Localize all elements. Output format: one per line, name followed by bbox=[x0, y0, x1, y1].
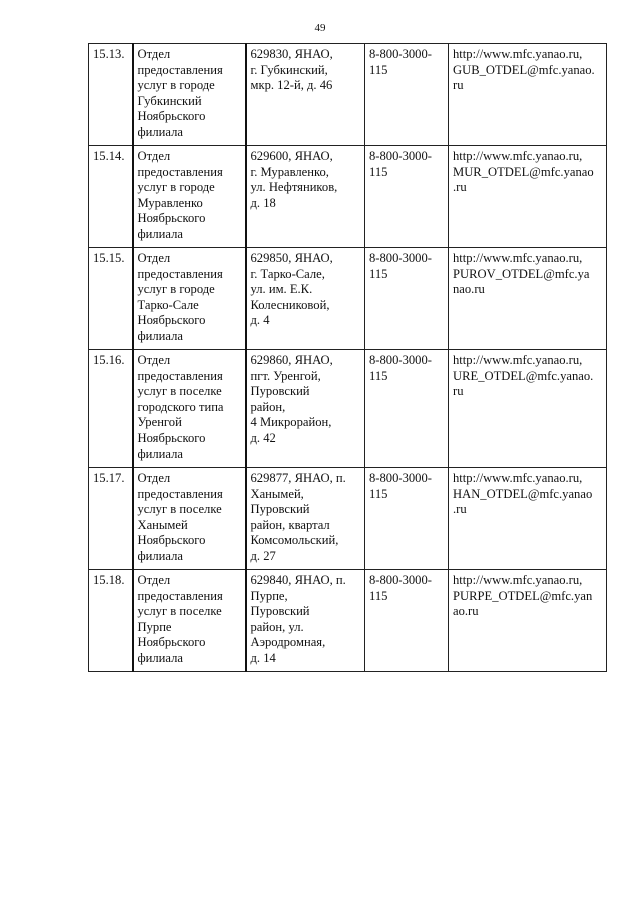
office-address: 629830, ЯНАО, г. Губкинский, мкр. 12-й, д. 46 bbox=[246, 44, 365, 146]
row-number: 15.16. bbox=[89, 350, 133, 468]
office-web-email: http://www.mfc.yanao.ru, URE_OTDEL@mfc.yanao. ru bbox=[449, 350, 607, 468]
row-number: 15.17. bbox=[89, 468, 133, 570]
office-web-email: http://www.mfc.yanao.ru, MUR_OTDEL@mfc.yanao .ru bbox=[449, 146, 607, 248]
table-row bbox=[89, 146, 607, 248]
office-web-email: http://www.mfc.yanao.ru, PUROV_OTDEL@mfc.ya nao.ru bbox=[449, 248, 607, 350]
row-number: 15.14. bbox=[89, 146, 133, 248]
office-name: Отдел предоставления услуг в поселке Ханымей Ноябрьского филиала bbox=[133, 468, 246, 570]
table-row bbox=[89, 570, 607, 672]
table-row bbox=[89, 350, 607, 468]
office-name: Отдел предоставления услуг в городе Губкинский Ноябрьского филиала bbox=[133, 44, 246, 146]
office-name: Отдел предоставления услуг в городе Тарко-Сале Ноябрьского филиала bbox=[133, 248, 246, 350]
office-name: Отдел предоставления услуг в поселке городского типа Уренгой Ноябрьского филиала bbox=[133, 350, 246, 468]
table-row bbox=[89, 44, 607, 146]
office-phone: 8-800-3000- 115 bbox=[365, 146, 449, 248]
office-name: Отдел предоставления услуг в городе Муравленко Ноябрьского филиала bbox=[133, 146, 246, 248]
office-address: 629600, ЯНАО, г. Муравленко, ул. Нефтяников, д. 18 bbox=[246, 146, 365, 248]
office-phone: 8-800-3000- 115 bbox=[365, 350, 449, 468]
office-web-email: http://www.mfc.yanao.ru, GUB_OTDEL@mfc.yanao. ru bbox=[449, 44, 607, 146]
office-web-email: http://www.mfc.yanao.ru, PURPE_OTDEL@mfc.yan ao.ru bbox=[449, 570, 607, 672]
offices-table bbox=[88, 43, 607, 672]
office-address: 629840, ЯНАО, п. Пурпе, Пуровский район, ул. Аэродромная, д. 14 bbox=[246, 570, 365, 672]
table-row bbox=[89, 468, 607, 570]
office-phone: 8-800-3000- 115 bbox=[365, 44, 449, 146]
office-name: Отдел предоставления услуг в поселке Пурпе Ноябрьского филиала bbox=[133, 570, 246, 672]
office-phone: 8-800-3000- 115 bbox=[365, 468, 449, 570]
row-number: 15.15. bbox=[89, 248, 133, 350]
office-phone: 8-800-3000- 115 bbox=[365, 570, 449, 672]
page-number: 49 bbox=[314, 22, 326, 34]
office-address: 629850, ЯНАО, г. Тарко-Сале, ул. им. Е.К. Колесниковой, д. 4 bbox=[246, 248, 365, 350]
office-address: 629877, ЯНАО, п. Ханымей, Пуровский район, квартал Комсомольский, д. 27 bbox=[246, 468, 365, 570]
office-address: 629860, ЯНАО, пгт. Уренгой, Пуровский район, 4 Микрорайон, д. 42 bbox=[246, 350, 365, 468]
office-web-email: http://www.mfc.yanao.ru, HAN_OTDEL@mfc.yanao .ru bbox=[449, 468, 607, 570]
row-number: 15.13. bbox=[89, 44, 133, 146]
row-number: 15.18. bbox=[89, 570, 133, 672]
table-row bbox=[89, 248, 607, 350]
office-phone: 8-800-3000- 115 bbox=[365, 248, 449, 350]
